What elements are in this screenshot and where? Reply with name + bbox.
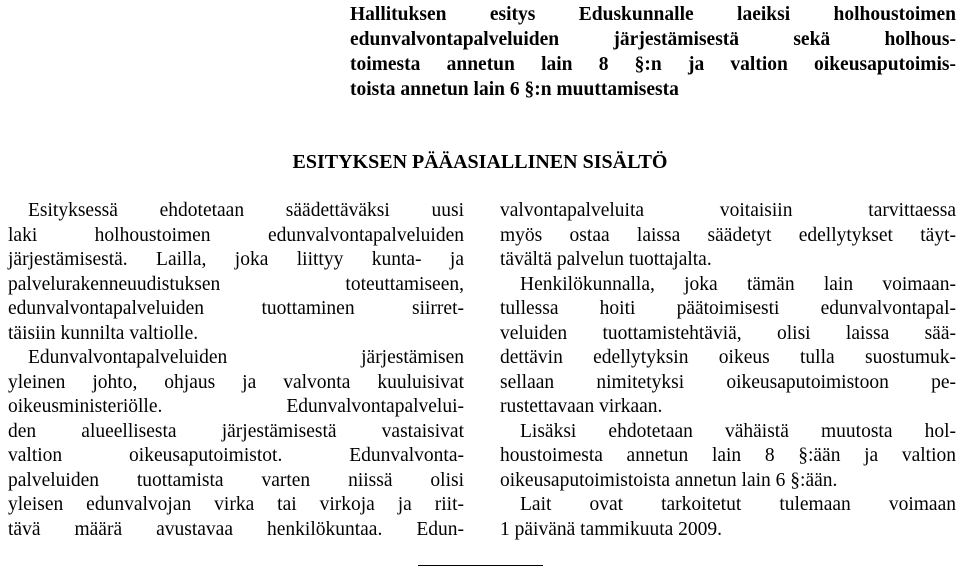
text-line: sellaan nimitetyksi oikeusaputoimistoon pe- (500, 371, 956, 393)
text-line: edunvalvontapalveluiden tuottaminen siirret- (8, 298, 464, 319)
text-line: oikeusministeriölle. Edunvalvontapalvelui- (8, 396, 464, 417)
title-line: toimesta annetun lain 8 §:n ja valtion oikeusaputoimis- (350, 54, 956, 75)
text-line: järjestämisestä. Lailla, joka liittyy kunta- ja (8, 249, 464, 270)
footnote-divider (418, 565, 543, 566)
text-line: Lisäksi ehdotetaan vähäistä muutosta hol- (520, 420, 956, 442)
text-line: valvontapalveluita voitaisiin tarvittaessa (500, 200, 956, 221)
text-line: palvelurakenneuudistuksen toteuttamiseen, (8, 273, 464, 295)
text-line: palveluiden tuottamista varten niissä olisi (8, 469, 464, 491)
text-line: veluiden tuottamistehtäviä, olisi laissa sää- (500, 322, 956, 344)
text-line: Lait ovat tarkoitetut tulemaan voimaan (520, 494, 956, 515)
text-line: 1 päivänä tammikuuta 2009. (500, 518, 723, 540)
text-line: oikeusaputoimistoista annetun lain 6 §:ään. (500, 469, 838, 491)
text-line: Henkilökunnalla, joka tämän lain voimaan- (520, 273, 956, 295)
text-line: valtion oikeusaputoimistot. Edunvalvonta- (8, 445, 464, 466)
text-line: dettävin edellytyksin oikeus tulla suostumuk- (500, 347, 956, 368)
text-line: tävä määrä avustavaa henkilökuntaa. Edun- (8, 518, 464, 540)
text-line: myös ostaa laissa säädetyt edellytykset täyt- (500, 224, 956, 246)
title-line: edunvalvontapalveluiden järjestämisestä sekä holhous- (350, 29, 956, 50)
text-line: houstoimesta annetun lain 8 §:ään ja valtion (500, 445, 956, 466)
document-title (350, 2, 956, 102)
text-line: den alueellisesta järjestämisestä vastaisivat (8, 420, 464, 442)
text-line: yleinen johto, ohjaus ja valvonta kuuluisivat (8, 371, 464, 393)
text-line: Esityksessä ehdotetaan säädettäväksi uusi (28, 200, 464, 221)
text-line: rustettavaan virkaan. (500, 396, 663, 417)
title-line: Hallituksen esitys Eduskunnalle laeiksi holhoustoimen (350, 4, 956, 25)
text-line: yleisen edunvalvojan virka tai virkoja ja riit- (8, 494, 464, 515)
right-column (500, 199, 956, 542)
text-line: täisiin kunnilta valtiolle. (8, 322, 199, 344)
text-line: tullessa hoiti päätoimisesti edunvalvontapal- (500, 298, 956, 319)
text-line: tävältä palvelun tuottajalta. (500, 249, 712, 270)
text-line: Edunvalvontapalveluiden järjestämisen (28, 347, 464, 368)
title-line: toista annetun lain 6 §:n muuttamisesta (350, 79, 679, 100)
left-column (8, 199, 464, 542)
section-heading: ESITYKSEN PÄÄASIALLINEN SISÄLTÖ (292, 151, 668, 173)
text-line: laki holhoustoimen edunvalvontapalveluiden (8, 224, 464, 246)
